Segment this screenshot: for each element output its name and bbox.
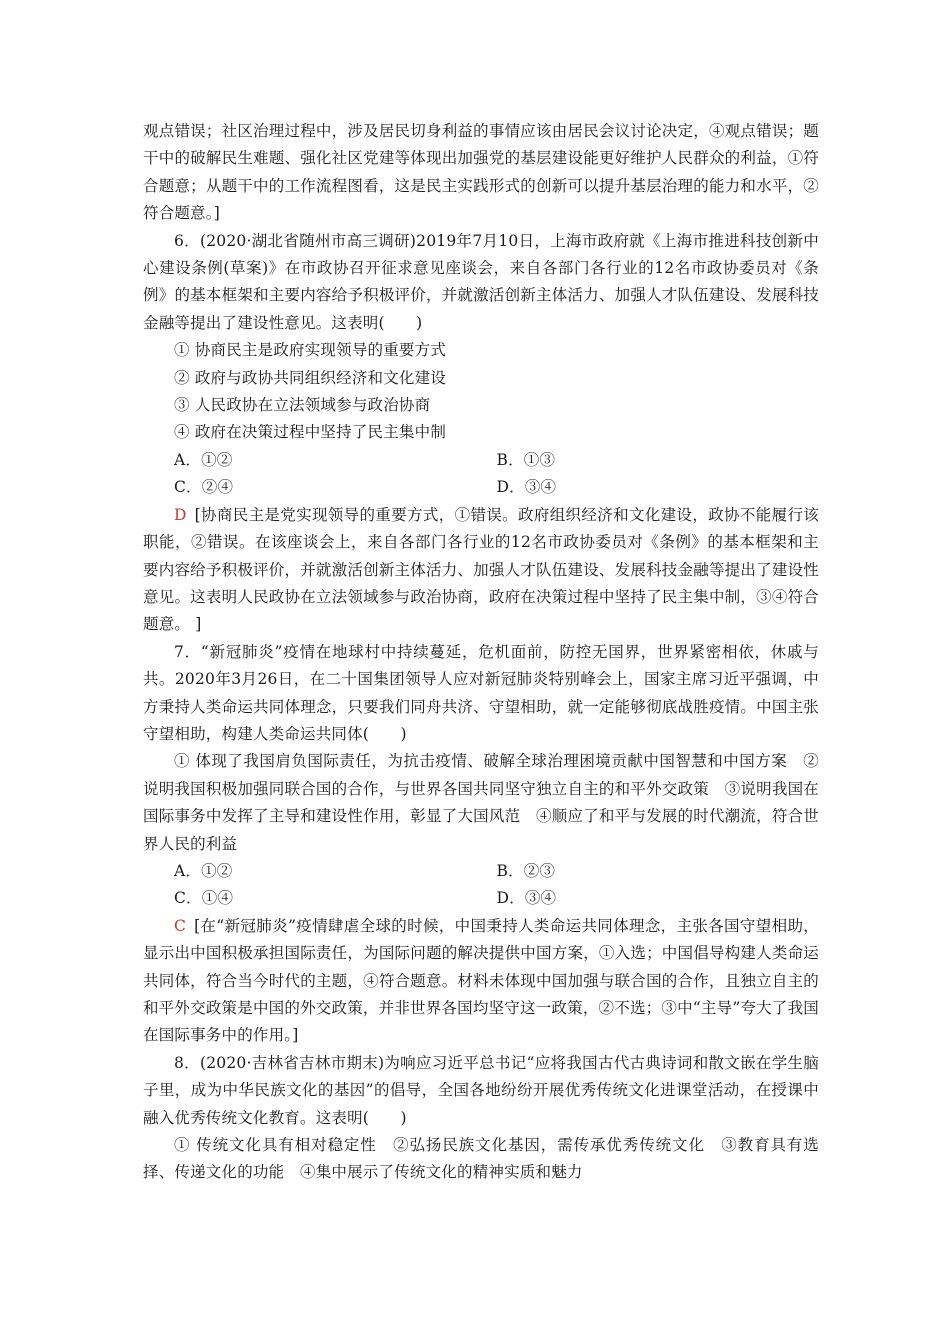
question-7-option-c: C．①④ (174, 889, 234, 908)
question-7-answer (143, 913, 819, 1050)
document-page (143, 118, 819, 1187)
question-7-option-a: A．①② (174, 861, 233, 880)
question-6-item-4: ④ 政府在决策过程中坚持了民主集中制 (174, 423, 447, 442)
question-6-option-a: A．①② (174, 450, 233, 469)
question-6-options-row-2 (143, 474, 819, 501)
question-7-options-row-1 (143, 858, 819, 885)
question-6-explanation: [协商民主是党实现领导的重要方式，①错误。政府组织经济和文化建设，政协不能履行该职能，②错误。在该座谈会上，来自各部门各行业的12名市政协委员对《条例》的基本框架和主要内容给予积极评价，并就激活创新主体活力、加强人才队伍建设、发展科技金融等提出了建设性意见。这表明人民政协在立法领域参与政治协商，政府在决策过程中坚持了民主集中制，③④符合题意。 ] (143, 505, 819, 634)
question-7-options-row-2 (143, 885, 819, 912)
question-7-explanation: [在“新冠肺炎”疫情肆虐全球的时候，中国秉持人类命运共同体理念，主张各国守望相助，显示出中国积极承担国际责任，为国际问题的解决提供中国方案，①入选；中国倡导构建人类命运共同体，符合当今时代的主题，④符合题意。材料未体现中国加强与联合国的合作，且独立自主的和平外交政策是中国的外交政策，并非世界各国均坚守这一政策，②不选；③中“主导”夸大了我国在国际事务中的作用。] (143, 916, 819, 1045)
question-7-option-b: B．②③ (496, 861, 556, 880)
question-6-answer (143, 502, 819, 639)
question-6-option-b: B．①③ (496, 450, 556, 469)
question-6-option-d: D．③④ (496, 478, 557, 497)
question-6 (143, 228, 819, 639)
question-6-item-2: ② 政府与政协共同组织经济和文化建设 (174, 368, 447, 387)
question-7-answer-letter: C (174, 916, 187, 935)
previous-explanation-continuation: 观点错误；社区治理过程中，涉及居民切身利益的事情应该由居民会议讨论决定，④观点错误；题干中的破解民生难题、强化社区党建等体现出加强党的基层建设能更好维护人民群众的利益，①符合题意；从题干中的工作流程图看，这是民主实践形式的创新可以提升基层治理的能力和水平，②符合题意。] (143, 122, 819, 223)
question-8-items: ① 传统文化具有相对稳定性 ②弘扬民族文化基因，需传承优秀传统文化 ③教育具有选择、传递文化的功能 ④集中展示了传统文化的精神实质和魅力 (143, 1136, 819, 1182)
question-6-stem: 6．(2020·湖北省随州市高三调研)2019年7月10日，上海市政府就《上海市推进科技创新中心建设条例(草案)》在市政协召开征求意见座谈会，来自各部门各行业的12名市政协委员对《条例》的基本框架和主要内容给予积极评价，并就激活创新主体活力、加强人才队伍建设、发展科技金融等提出了建设性意见。这表明( ) (143, 231, 819, 332)
question-8-stem: 8．(2020·吉林省吉林市期末)为响应习近平总书记“应将我国古代古典诗词和散文嵌在学生脑子里，成为中华民族文化的基因”的倡导，全国各地纷纷开展优秀传统文化进课堂活动，在授课中融入优秀传统文化教育。这表明( ) (143, 1053, 819, 1127)
question-7-stem: 7．“新冠肺炎”疫情在地球村中持续蔓延，危机面前，防控无国界，世界紧密相依，休戚与共。2020年3月26日，在二十国集团领导人应对新冠肺炎特别峰会上，国家主席习近平强调，中方秉持人类命运共同体理念，只要我们同舟共济、守望相助，就一定能够彻底战胜疫情。中国主张守望相助，构建人类命运共同体( ) (143, 642, 819, 743)
question-7-option-d: D．③④ (496, 889, 557, 908)
question-6-item-1: ① 协商民主是政府实现领导的重要方式 (174, 341, 447, 360)
question-6-option-c: C．②④ (174, 478, 234, 497)
question-7-items: ① 体现了我国肩负国际责任，为抗击疫情、破解全球治理困境贡献中国智慧和中国方案 ②说明我国积极加强同联合国的合作，与世界各国共同坚守独立自主的和平外交政策 ③说明我国在国际事务中发挥了主导和建设性作用，彰显了大国风范 ④顺应了和平与发展的时代潮流，符合世界人民的利益 (143, 752, 819, 853)
question-8 (143, 1050, 819, 1187)
question-6-options-row-1 (143, 447, 819, 474)
question-7 (143, 639, 819, 1050)
question-6-item-3: ③ 人民政协在立法领域参与政治协商 (174, 396, 431, 415)
question-6-answer-letter: D (174, 505, 187, 524)
